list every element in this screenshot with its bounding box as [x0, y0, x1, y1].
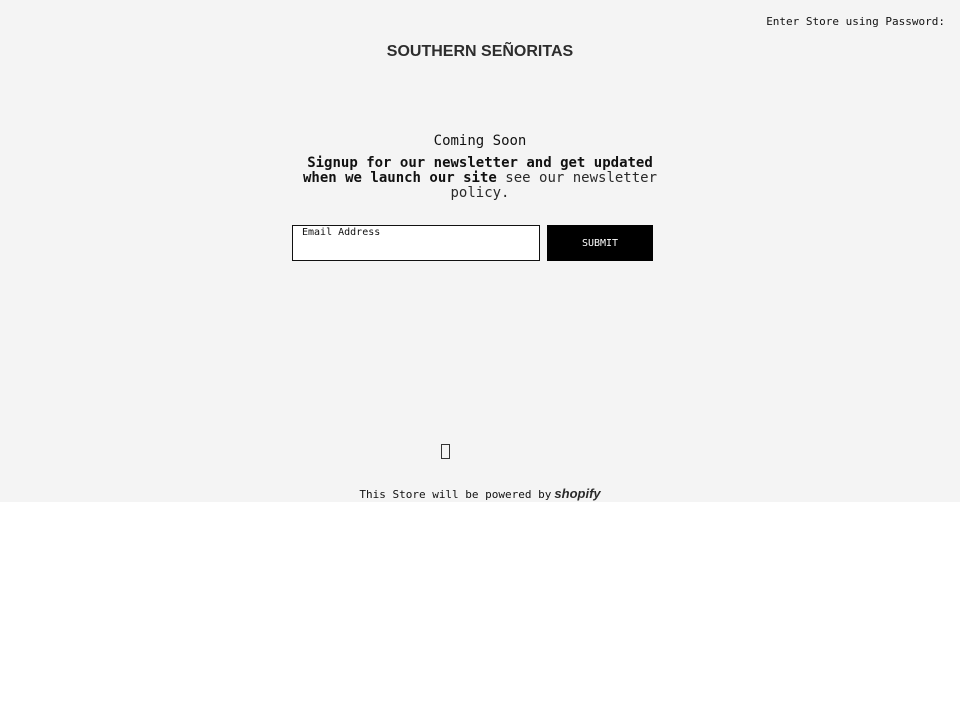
- signup-message: Signup for our newsletter and get updated when we launch our site: [302, 155, 653, 186]
- coming-soon-heading: Coming Soon: [433, 133, 527, 149]
- submit-button[interactable]: SUBMIT: [547, 225, 653, 261]
- powered-by: [0, 486, 960, 501]
- shopify-logo[interactable]: shopify: [554, 486, 601, 501]
- email-field[interactable]: [292, 225, 540, 261]
- enter-password-link[interactable]: Enter Store using Password:: [766, 15, 945, 28]
- store-title: SOUTHERN SEÑORITAS: [386, 43, 574, 60]
- newsletter-signup-text: [300, 156, 660, 201]
- email-input[interactable]: [301, 242, 531, 258]
- email-field-label: Email Address: [302, 227, 381, 238]
- powered-by-text: This Store will be powered by: [359, 488, 552, 501]
- newsletter-policy-link[interactable]: see our newsletter policy.: [450, 170, 658, 201]
- broken-image-icon: [441, 444, 450, 459]
